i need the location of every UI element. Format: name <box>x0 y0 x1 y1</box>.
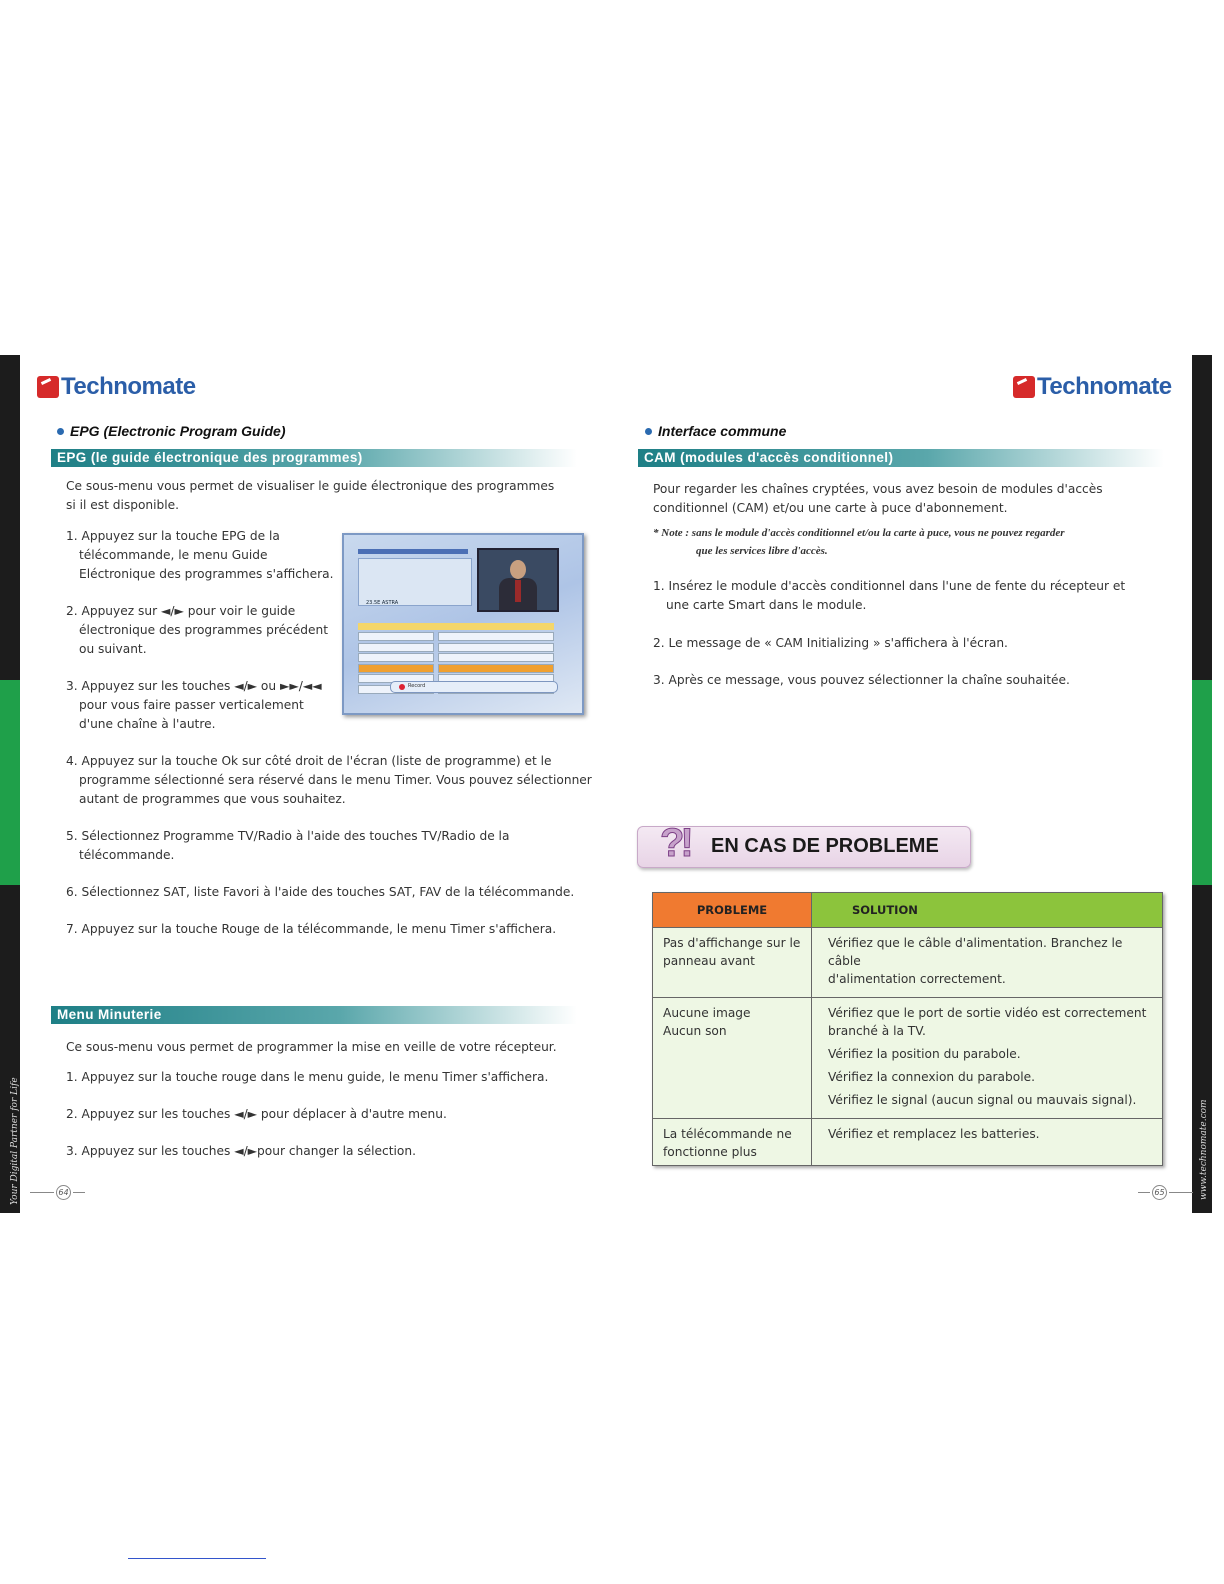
right-side-stripe <box>1192 355 1212 1213</box>
timer-step-1: 1. Appuyez sur la touche rouge dans le menu guide, le menu Timer s'affichera. <box>66 1070 549 1084</box>
table-row <box>653 998 1163 1119</box>
right-logo: Technomate <box>1013 373 1172 401</box>
footer-underline <box>128 1558 266 1559</box>
epg-step-2: 2. Appuyez sur ◄/► pour voir le guide électronique des programmes précédent ou suivant. <box>66 604 328 656</box>
epg-bar-title: EPG (le guide électronique des programmes) <box>51 449 577 467</box>
bullet-icon <box>57 428 64 435</box>
screenshot-title-bar <box>358 549 468 554</box>
cam-bar-title: CAM (modules d'accès conditionnel) <box>638 449 1164 467</box>
epg-step-5: 5. Sélectionnez Programme TV/Radio à l'aide des touches TV/Radio de la télécommande. <box>66 829 510 862</box>
interface-section-title: Interface commune <box>645 423 786 439</box>
epg-step-6: 6. Sélectionnez SAT, liste Favori à l'aide des touches SAT, FAV de la télécommande. <box>66 885 575 899</box>
left-side-stripe <box>0 355 20 1213</box>
timer-intro: Ce sous-menu vous permet de programmer la mise en veille de votre récepteur. <box>66 1040 557 1054</box>
screenshot-satellite-label: 23.5E ASTRA <box>366 600 399 606</box>
left-page-number: 64 <box>30 1185 85 1200</box>
timer-bar-title: Menu Minuterie <box>51 1006 577 1024</box>
epg-step-1: 1. Appuyez sur la touche EPG de la télécommande, le menu Guide Eléctronique des programmes s'affichera. <box>66 529 334 581</box>
cam-intro: Pour regarder les chaînes cryptées, vous avez besoin de modules d'accès conditionnel (CAM) et/ou une carte à puce d'abonnement. <box>653 482 1103 515</box>
solution-column-header: SOLUTION <box>812 893 1163 928</box>
right-page-number: 65 <box>1138 1185 1193 1200</box>
epg-step-4: 4. Appuyez sur la touche Ok sur côté droit de l'écran (liste de programme) et le programme sélectionné sera réservé dans le menu Timer. Vous pouvez sélectionner autant de programmes que vous souhaitez. <box>66 754 592 806</box>
screenshot-info-panel <box>358 558 472 606</box>
troubleshooting-table <box>652 892 1163 1166</box>
cam-step-3: 3. Après ce message, vous pouvez sélectionner la chaîne souhaitée. <box>653 673 1070 687</box>
timer-step-2: 2. Appuyez sur les touches ◄/► pour déplacer à d'autre menu. <box>66 1107 447 1121</box>
right-vertical-text: www.technomate.com <box>1199 1099 1209 1200</box>
problem-title: EN CAS DE PROBLEME <box>711 835 939 857</box>
question-exclamation-icon: ?! <box>660 821 690 865</box>
solution-cell: Vérifiez que le port de sortie vidéo est correctement branché à la TV. Vérifiez la position du parabole. Vérifiez la connexion du parabole. Vérifiez le signal (aucun signal ou mauvais signal). <box>812 998 1163 1119</box>
timer-step-3: 3. Appuyez sur les touches ◄/►pour changer la sélection. <box>66 1144 416 1158</box>
left-vertical-text: Your Digital Partner for Life <box>10 1077 20 1205</box>
technomate-logo-icon <box>1013 376 1035 398</box>
epg-screenshot <box>342 533 584 715</box>
cam-note: * Note : sans le module d'accès conditionnel et/ou la carte à puce, vous ne pouvez regarder que les services libre d'accès. <box>653 527 1065 557</box>
epg-step-3: 3. Appuyez sur les touches ◄/► ou ►►/◄◄ pour vous faire passer verticalement d'une chaîne à l'autre. <box>66 679 322 731</box>
screenshot-record-bar: Record <box>390 681 558 693</box>
technomate-logo-icon <box>37 376 59 398</box>
solution-cell: Vérifiez et remplacez les batteries. <box>812 1119 1163 1166</box>
table-header-row <box>653 893 1163 928</box>
problem-cell: La télécommande ne fonctionne plus <box>653 1119 812 1166</box>
epg-section-title: EPG (Electronic Program Guide) <box>57 423 286 439</box>
problem-column-header: PROBLEME <box>653 893 812 928</box>
cam-step-1: 1. Insérez le module d'accès conditionnel dans l'une de fente du récepteur et une carte Smart dans le module. <box>653 579 1126 612</box>
problem-cell: Aucune image Aucun son <box>653 998 812 1119</box>
cam-step-2: 2. Le message de « CAM Initializing » s'affichera à l'écran. <box>653 636 1008 650</box>
epg-intro: Ce sous-menu vous permet de visualiser le guide électronique des programmes si il est disponible. <box>66 479 555 512</box>
problem-cell: Pas d'affichange sur le panneau avant <box>653 928 812 998</box>
solution-cell: Vérifiez que le câble d'alimentation. Branchez le câble d'alimentation correctement. <box>812 928 1163 998</box>
bullet-icon <box>645 428 652 435</box>
red-button-icon <box>399 684 405 690</box>
problem-header-box <box>637 821 971 868</box>
left-logo: Technomate <box>37 373 196 401</box>
table-row <box>653 928 1163 998</box>
epg-step-7: 7. Appuyez sur la touche Rouge de la télécommande, le menu Timer s'affichera. <box>66 922 557 936</box>
table-row <box>653 1119 1163 1166</box>
screenshot-column-header <box>358 623 554 630</box>
